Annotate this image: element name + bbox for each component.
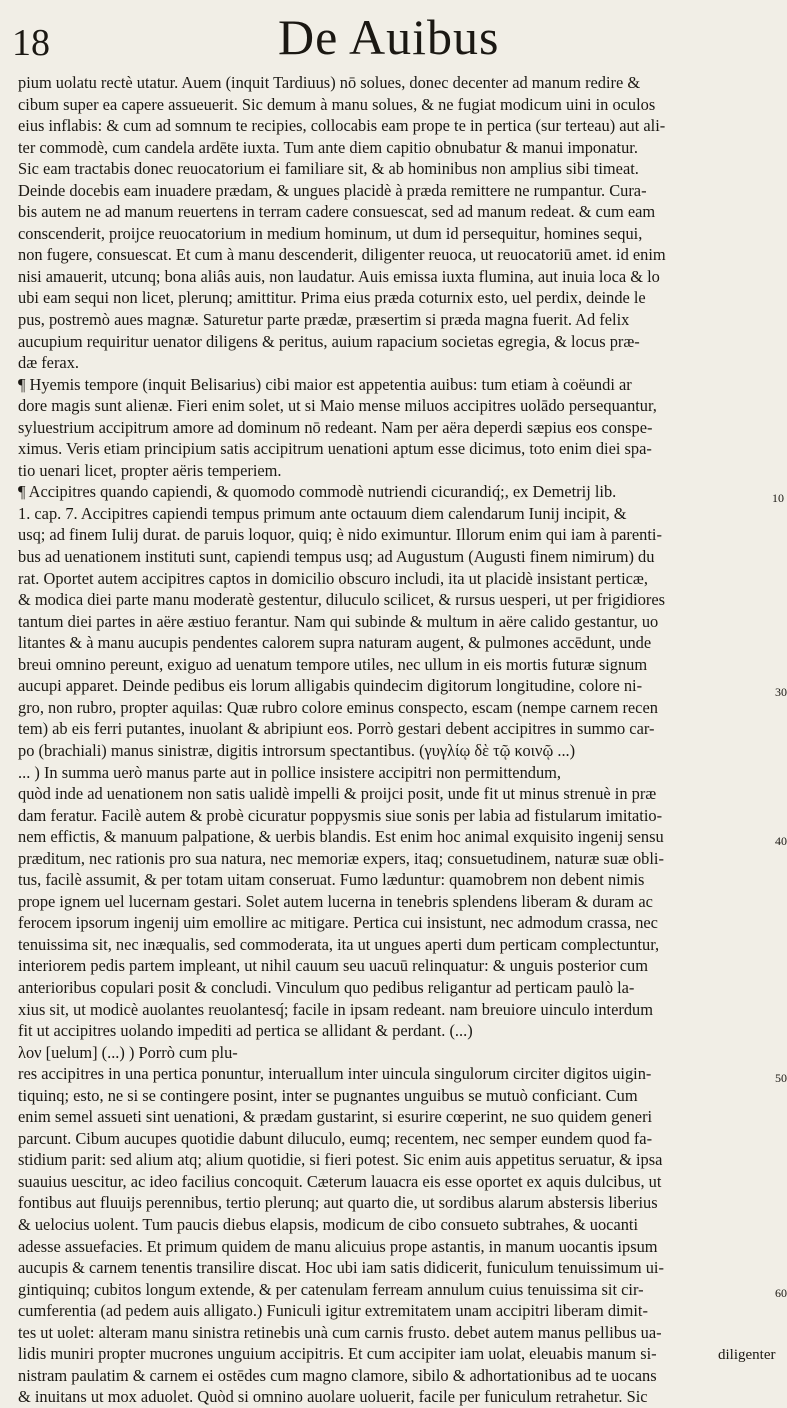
text-line: anterioribus copulari posit & concludi. Vinculum quo pedibus religantur ad perticam paulò la- — [18, 977, 635, 997]
text-line: cibum super ea capere assueuerit. Sic demum à manu solues, & ne fugiat modicum uini in oculos — [18, 94, 656, 114]
text-line: fit ut accipitres uolando impediti ad pertica se allidant & perdant. (...) — [18, 1021, 473, 1041]
text-line: parcunt. Cibum aucupes quotidie dabunt diluculo, eumq; recentem, nec semper eundem quod fa- — [18, 1128, 653, 1148]
text-line: tus, facilè assumit, & per totam uitam conseruat. Fumo læduntur: quamobrem non debent nimis — [18, 870, 645, 890]
text-line: & uelocius uolent. Tum paucis diebus elapsis, modicum de cibo consueto subtrahes, & uocanti — [18, 1214, 639, 1234]
text-line: tenuissima sit, nec inæqualis, sed commoderata, ita ut ungues aperti dum perticam complectuntur, — [18, 934, 660, 954]
text-line: tes ut uolet: alteram manu sinistra retinebis unà cum carnis frusto. debet autem manus pellibus ua- — [18, 1322, 662, 1342]
text-line: & inuitans ut mox aduolet. Quòd si omnino auolare uoluerit, facile per funiculum retrahetur. Sic — [18, 1387, 648, 1407]
text-line: nisi amauerit, utcunq; bona aliâs auis, non laudatur. Auis emissa iuxta flumina, aut inuia loca & lo — [18, 266, 660, 286]
body-text — [18, 72, 770, 1408]
text-line: tem) ab eis ferri putantes, inuolant & abripiunt eos. Porrò gestari debent accipitres in summo car- — [18, 719, 655, 739]
text-line: ¶ Hyemis tempore (inquit Belisarius) cibi maior est appetentia auibus: tum etiam à coëundi ar — [18, 374, 632, 394]
text-line: usq; ad finem Iulij durat. de paruis loquor, quiq; è nido eximuntur. Illorum enim qui iam à parenti- — [18, 525, 662, 545]
text-line: enim semel assueti sint uenationi, & prædam gustarint, si esurire cœperint, ne suo quidem generi — [18, 1107, 653, 1127]
margin-line-number: 10 — [772, 491, 784, 505]
text-line: nem effictis, & manuum palpatione, & uerbis blandis. Est enim hoc animal exquisito ingenij sensu — [18, 827, 664, 847]
text-line: ¶ Accipitres quando capiendi, & quomodo commodè nutriendi cicurandiq́;, ex Demetrij lib. — [18, 482, 617, 502]
text-line: & modica diei parte manu moderatè gestentur, diluculo scilicet, & rursus uesperi, ut per frigidiores — [18, 590, 666, 610]
text-line: fontibus aut fluuijs perennibus, tertio plerunq; aut quarto die, ut sordibus alarum abstersis liberius — [18, 1193, 658, 1213]
text-line: 1. cap. 7. Accipitres capiendi tempus primum ante octauum diem calendarum Iunij incipit, & — [18, 503, 627, 523]
text-line: ubi eam sequi non licet, plerunq; amittitur. Prima eius præda coturnix esto, uel perdix, deinde le — [18, 288, 646, 308]
text-line: tiquinq; esto, ne si se contingere posint, inter se pugnantes unguibus se mutuò conficiant. Cum — [18, 1085, 638, 1105]
page-number: 18 — [12, 22, 50, 64]
text-line: aucupi apparet. Deinde pedibus eis lorum alligabis quindecim digitorum longitudine, colore ni- — [18, 676, 643, 696]
text-line: suauius uescitur, ac ideo facilius concoquit. Cæterum lauacra eis esse oportet ex aquis dulcibus, ut — [18, 1171, 662, 1191]
text-line: pium uolatu rectè utatur. Auem (inquit Tardiuus) nō solues, donec decenter ad manum redire & — [18, 73, 641, 92]
text-line: gro, non rubro, propter aquilas: Quæ rubro colore eminus conspecto, escam (nempe carnem recen — [18, 697, 658, 717]
text-line: prope ignem uel lucernam gestari. Solet autem lucerna in tenebris splendens liberam & duram ac — [18, 891, 653, 911]
text-line: stidium parit: sed alium atq; alium quotidie, si fieri potest. Sic enim auis appetitus seruatur, & ipsa — [18, 1150, 663, 1170]
text-line: non fugere, consuescat. Et cum à manu descenderit, diligenter reuoca, ut reuocatoriū amet. id enim — [18, 245, 666, 265]
text-line: aucupium requiritur uenator diligens & peritus, auium rapacium societas egregia, & locus præ- — [18, 331, 640, 351]
running-head: De Auibus — [278, 9, 500, 65]
text-line: cumferentia (ad pedem auis alligato.) Funiculi igitur extremitatem unam accipitri liberam dimit- — [18, 1301, 648, 1321]
text-line: adesse assuefacies. Et primum quidem de manu alicuius prope astantis, in manum uocantis ipsum — [18, 1236, 658, 1256]
text-line: litantes & à manu aucupis pendentes calorem supra naturam augent, & pulmones accēdunt, unde — [18, 633, 652, 653]
text-line: præditum, nec rationis pro sua natura, nec memoriæ expers, itaq; consuetudinem, naturæ suæ obli- — [18, 848, 664, 868]
text-line: nistram paulatim & carnem ei ostēdes cum magno clamore, sibilo & adhortationibus ad te uocans — [18, 1365, 657, 1385]
margin-line-number: 40 — [775, 834, 787, 848]
text-line: po (brachiali) manus sinistræ, digitis introrsum spectantibus. (γυγλίῳ δὲ τῷ κοινῷ ...) — [18, 740, 576, 760]
text-line: ferocem ipsorum ingenij uim emollire ac mitigare. Pertica cui insistunt, nec admodum crassa, nec — [18, 913, 658, 933]
text-line: breui omnino pereunt, exiguo ad uenatum tempore utiles, nec ullum in eis mortis futuræ signum — [18, 654, 648, 674]
text-line: bus ad uenationem instituti sunt, capiendi tempus usq; ad Augustum (Augusti finem nimirum) du — [18, 547, 655, 567]
margin-line-number: 50 — [775, 1071, 787, 1085]
text-line: Deinde docebis eam inuadere prædam, & ungues placidè à præda remittere ne rumpantur. Cura- — [18, 180, 647, 200]
text-line: aucupis & carnem tenentis transilire discat. Hoc ubi iam satis didicerit, funiculum tenuissimum ui- — [18, 1258, 664, 1278]
text-line: quòd inde ad uenationem non satis ualidè impelli & proijci posit, unde fit ut minus strenuè in præ — [18, 784, 657, 804]
text-line: pus, postremò aues magnæ. Saturetur parte prædæ, præsertim si præda magna fuerit. Ad felix — [18, 310, 630, 330]
text-line: lidis muniri propter mucrones unguium accipitris. Et cum accipiter iam uolat, eleuabis manum si- — [18, 1344, 657, 1364]
text-line: dæ ferax. — [18, 353, 79, 373]
text-line: interiorem pedis partem impleant, ut nihil cauum seu uacuū relinquatur: & unguis posterior cum — [18, 956, 648, 976]
text-line: tantum diei partes in aëre æstiuo ferantur. Nam qui subinde & multum in aëre calido gestantur, uo — [18, 611, 659, 631]
text-line: conscenderit, proijce reuocatorium in medium hominum, ut dum id persequitur, homines sequi, — [18, 223, 643, 243]
text-line: eius inflabis: & cum ad somnum te recipies, collocabis eam prope te in pertica (sur terteau) aut ali- — [18, 116, 666, 136]
text-line: bis autem ne ad manum reuertens in terram cadere consuescat, sed ad manum redeat. & cum eam — [18, 202, 656, 222]
text-line: ximus. Veris etiam principium satis accipitrum uenationi aptum esse dicimus, toto enim diei spa- — [18, 439, 652, 459]
text-line: λον [uelum] (...) ) Porrò cum plu- — [18, 1042, 238, 1062]
margin-line-number: 60 — [775, 1286, 787, 1300]
catchword: diligenter — [718, 1347, 776, 1363]
text-line: res accipitres in una pertica ponuntur, interuallum inter uincula singulorum circiter digitos uigin- — [18, 1064, 652, 1084]
text-line: dore magis sunt alienæ. Fieri enim solet, ut si Maio mense miluos accipitres uolādo persequantur, — [18, 396, 657, 416]
text-line: ... ) In summa uerò manus parte aut in pollice insistere accipitri non permittendum, — [18, 762, 562, 782]
text-line: ter commodè, cum candela ardēte iuxta. Tum ante diem capitio obnubatur & manui imponatur. — [18, 137, 638, 157]
text-line: rat. Oportet autem accipitres captos in domicilio obscuro includi, ita ut placidè insistant perticæ, — [18, 568, 648, 588]
text-line: gintiquinq; cubitos longum extende, & per catenulam ferream annulum cuius tenuissima sit cir- — [18, 1279, 644, 1299]
text-line: tio uenari licet, propter aëris temperiem. — [18, 460, 282, 480]
text-line: Sic eam tractabis donec reuocatorium ei familiare sit, & ab hominibus non amplius sibi timeat. — [18, 159, 639, 179]
text-line: xius sit, ut modicè auolantes reuolantesq́; facile in ipsam redeant. nam breuiore uinculo interdum — [18, 999, 653, 1019]
text-line: dam feratur. Facilè autem & probè cicuratur poppysmis siue sonis per labia ad fistularum imitatio- — [18, 805, 663, 825]
margin-line-number: 30 — [775, 685, 787, 699]
text-line: syluestrium accipitrum amore ad dominum nō redeant. Nam per aëra deperdi sæpius eos conspe- — [18, 417, 653, 437]
